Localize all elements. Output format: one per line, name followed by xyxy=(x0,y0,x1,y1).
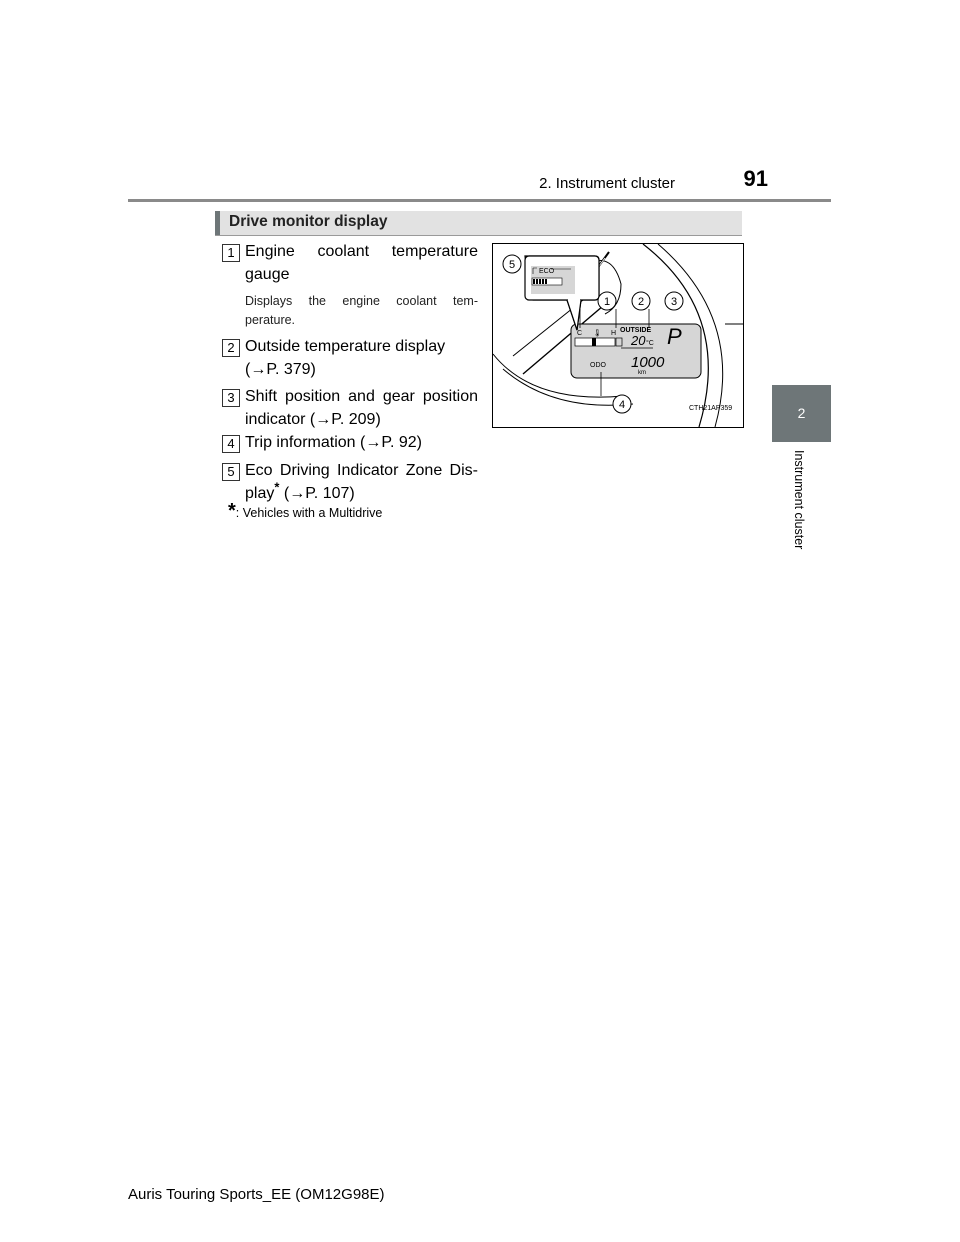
footnote xyxy=(228,500,382,523)
item-text-line: gauge xyxy=(245,266,290,283)
odometer-value: 1000 xyxy=(631,354,665,371)
section-heading-bar xyxy=(215,211,742,235)
page-number: 91 xyxy=(743,166,768,191)
item-text-line: Engine coolant temperature xyxy=(245,243,478,260)
section-heading-accent xyxy=(215,211,220,235)
item-link-line: indicator (→P. 209) xyxy=(245,411,381,428)
figure-code: CTH21AP359 xyxy=(689,405,733,412)
instrument-cluster-figure xyxy=(492,243,744,428)
item-text-line: Outside temperature display xyxy=(245,338,446,355)
header-divider xyxy=(128,199,831,202)
section-title: Drive monitor display xyxy=(229,213,388,230)
chapter-tab-label xyxy=(772,450,831,570)
chapter-tab xyxy=(772,385,831,442)
item-link-line: play* (→P. 107) xyxy=(245,479,355,502)
outside-label: OUTSIDE xyxy=(620,327,652,334)
eco-label: ECO xyxy=(539,268,555,275)
callout-2: 2 xyxy=(637,296,645,308)
item-link-line: (→P. 379) xyxy=(245,361,316,378)
footnote-star: * xyxy=(228,500,236,522)
outside-temperature-value: 20 xyxy=(631,333,646,348)
coolant-thermometer-icon: 🌡 xyxy=(593,330,602,337)
item-number-badge: 2 xyxy=(222,339,240,357)
running-header-section: 2. Instrument cluster xyxy=(539,175,675,192)
item-text-line: Eco Driving Indicator Zone Dis- xyxy=(245,462,478,479)
temperature-unit: °C xyxy=(646,340,654,347)
shift-position-letter: P xyxy=(667,324,682,349)
odometer-unit: km xyxy=(638,370,646,376)
item-description: perature. xyxy=(245,313,296,327)
callout-5: 5 xyxy=(508,259,516,271)
coolant-hot-label: H xyxy=(611,330,617,337)
odo-label: ODO xyxy=(590,362,606,369)
item-number-badge: 5 xyxy=(222,463,240,481)
chapter-number: 2 xyxy=(797,405,806,421)
item-description: Displays the engine coolant tem- xyxy=(245,294,478,308)
footer-model: Auris Touring Sports_EE (OM12G98E) xyxy=(128,1186,385,1203)
item-text-line: Shift position and gear position xyxy=(245,388,478,405)
item-number-badge: 1 xyxy=(222,244,240,262)
callout-3: 3 xyxy=(670,296,678,308)
callout-4: 4 xyxy=(618,399,626,411)
instrument-cluster-illustration xyxy=(493,244,743,427)
footnote-text: : Vehicles with a Multidrive xyxy=(235,506,383,520)
item-number-badge: 3 xyxy=(222,389,240,407)
coolant-cold-label: C xyxy=(577,330,583,337)
chapter-title: Instrument cluster xyxy=(792,450,806,550)
callout-1: 1 xyxy=(603,296,611,308)
footnote-marker: * xyxy=(274,479,280,495)
item-link-line: Trip information (→P. 92) xyxy=(245,434,422,451)
section-divider xyxy=(215,235,742,236)
item-number-badge: 4 xyxy=(222,435,240,453)
